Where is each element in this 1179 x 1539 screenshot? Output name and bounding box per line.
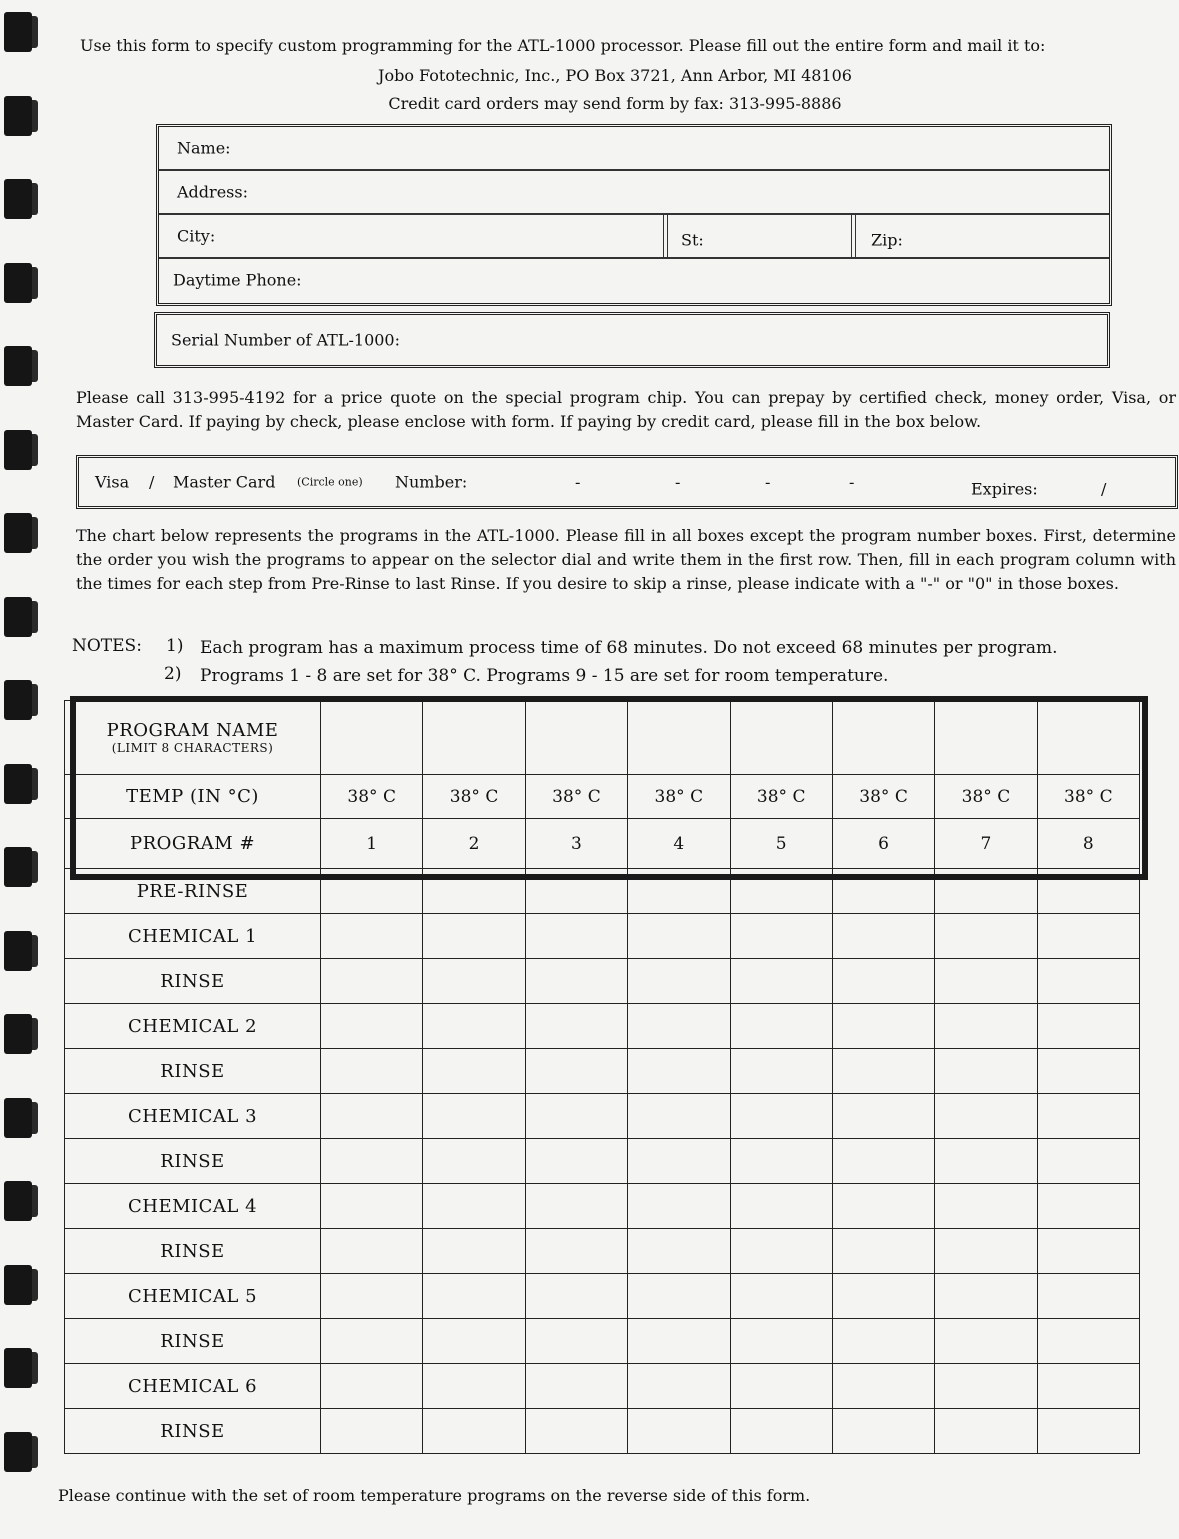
step-label: CHEMICAL 2 bbox=[65, 1004, 321, 1049]
step-time-cell[interactable] bbox=[423, 1094, 525, 1139]
step-time-cell[interactable] bbox=[1037, 1049, 1139, 1094]
step-time-cell[interactable] bbox=[628, 1094, 730, 1139]
step-time-cell[interactable] bbox=[321, 869, 423, 914]
binding-hole bbox=[4, 513, 32, 553]
step-time-cell[interactable] bbox=[935, 1094, 1037, 1139]
step-row bbox=[65, 869, 1140, 914]
step-row bbox=[65, 1139, 1140, 1184]
step-time-cell[interactable] bbox=[628, 1139, 730, 1184]
step-time-cell[interactable] bbox=[1037, 959, 1139, 1004]
city-label: City: bbox=[177, 226, 216, 246]
step-time-cell[interactable] bbox=[525, 1049, 627, 1094]
step-label: CHEMICAL 5 bbox=[65, 1274, 321, 1319]
step-time-cell[interactable] bbox=[935, 869, 1037, 914]
step-time-cell[interactable] bbox=[321, 1004, 423, 1049]
step-time-cell[interactable] bbox=[628, 1409, 730, 1454]
step-time-cell[interactable] bbox=[423, 1409, 525, 1454]
program-name-limit: (LIMIT 8 CHARACTERS) bbox=[111, 741, 274, 755]
temp-cell: 38° C bbox=[832, 775, 934, 819]
step-time-cell[interactable] bbox=[321, 1274, 423, 1319]
step-time-cell[interactable] bbox=[1037, 1004, 1139, 1049]
expires-label: Expires: bbox=[971, 479, 1038, 499]
card-number-label: Number: bbox=[395, 472, 468, 492]
step-label: RINSE bbox=[65, 1049, 321, 1094]
step-time-cell[interactable] bbox=[730, 1274, 832, 1319]
step-time-cell[interactable] bbox=[525, 1364, 627, 1409]
step-time-cell[interactable] bbox=[730, 1139, 832, 1184]
temp-row bbox=[65, 775, 1140, 819]
step-time-cell[interactable] bbox=[321, 1094, 423, 1139]
program-name-header bbox=[65, 701, 321, 775]
program-name-label: PROGRAM NAME bbox=[106, 720, 279, 741]
step-time-cell[interactable] bbox=[730, 1364, 832, 1409]
binding-hole bbox=[4, 1348, 32, 1388]
program-number-cell: 3 bbox=[525, 819, 627, 869]
step-label: CHEMICAL 6 bbox=[65, 1364, 321, 1409]
step-time-cell[interactable] bbox=[423, 1004, 525, 1049]
program-number-row bbox=[65, 819, 1140, 869]
mastercard-option[interactable]: Master Card bbox=[173, 472, 276, 492]
step-time-cell[interactable] bbox=[730, 1094, 832, 1139]
step-label: RINSE bbox=[65, 1229, 321, 1274]
binding-hole bbox=[4, 680, 32, 720]
program-name-cell[interactable] bbox=[730, 701, 832, 775]
phone-field[interactable] bbox=[159, 259, 1109, 301]
step-time-cell[interactable] bbox=[935, 1274, 1037, 1319]
step-row bbox=[65, 1364, 1140, 1409]
step-time-cell[interactable] bbox=[832, 1094, 934, 1139]
binding-hole bbox=[4, 931, 32, 971]
state-divider bbox=[851, 215, 856, 257]
step-time-cell[interactable] bbox=[1037, 1094, 1139, 1139]
step-row bbox=[65, 959, 1140, 1004]
step-row bbox=[65, 1409, 1140, 1454]
card-slash: / bbox=[149, 472, 155, 492]
card-dash-4: - bbox=[849, 472, 855, 492]
temp-cell: 38° C bbox=[1037, 775, 1139, 819]
program-name-row bbox=[65, 701, 1140, 775]
step-time-cell[interactable] bbox=[321, 1409, 423, 1454]
step-time-cell[interactable] bbox=[423, 914, 525, 959]
step-time-cell[interactable] bbox=[730, 1184, 832, 1229]
footer-note: Please continue with the set of room temperature programs on the reverse side of this form. bbox=[58, 1486, 811, 1505]
step-time-cell[interactable] bbox=[935, 1139, 1037, 1184]
step-time-cell[interactable] bbox=[321, 1049, 423, 1094]
temp-cell: 38° C bbox=[628, 775, 730, 819]
temp-cell: 38° C bbox=[321, 775, 423, 819]
contact-box bbox=[156, 124, 1112, 306]
name-label: Name: bbox=[177, 138, 231, 158]
temp-cell: 38° C bbox=[423, 775, 525, 819]
step-time-cell[interactable] bbox=[628, 1319, 730, 1364]
program-name-cell[interactable] bbox=[935, 701, 1037, 775]
step-time-cell[interactable] bbox=[628, 1364, 730, 1409]
step-time-cell[interactable] bbox=[832, 1229, 934, 1274]
step-time-cell[interactable] bbox=[935, 1049, 1037, 1094]
temp-cell: 38° C bbox=[935, 775, 1037, 819]
program-number-cell: 2 bbox=[423, 819, 525, 869]
step-time-cell[interactable] bbox=[1037, 1184, 1139, 1229]
step-time-cell[interactable] bbox=[1037, 1274, 1139, 1319]
step-time-cell[interactable] bbox=[832, 1319, 934, 1364]
step-time-cell[interactable] bbox=[730, 869, 832, 914]
step-time-cell[interactable] bbox=[1037, 1319, 1139, 1364]
step-time-cell[interactable] bbox=[730, 1409, 832, 1454]
step-time-cell[interactable] bbox=[423, 1139, 525, 1184]
phone-label: Daytime Phone: bbox=[173, 270, 302, 290]
binding-hole bbox=[4, 1014, 32, 1054]
step-time-cell[interactable] bbox=[628, 1229, 730, 1274]
step-time-cell[interactable] bbox=[935, 959, 1037, 1004]
step-time-cell[interactable] bbox=[628, 914, 730, 959]
city-divider bbox=[663, 215, 668, 257]
program-table bbox=[64, 700, 1140, 1454]
temp-cell: 38° C bbox=[525, 775, 627, 819]
step-time-cell[interactable] bbox=[525, 1409, 627, 1454]
step-time-cell[interactable] bbox=[525, 1319, 627, 1364]
step-time-cell[interactable] bbox=[525, 959, 627, 1004]
step-time-cell[interactable] bbox=[423, 1184, 525, 1229]
step-time-cell[interactable] bbox=[423, 869, 525, 914]
binding-hole bbox=[4, 1432, 32, 1472]
program-number-cell: 5 bbox=[730, 819, 832, 869]
step-time-cell[interactable] bbox=[321, 1229, 423, 1274]
credit-card-box[interactable] bbox=[76, 455, 1178, 509]
step-time-cell[interactable] bbox=[423, 1229, 525, 1274]
binding-hole bbox=[4, 847, 32, 887]
step-time-cell[interactable] bbox=[832, 1184, 934, 1229]
binding-hole bbox=[4, 12, 32, 52]
address-label: Address: bbox=[177, 182, 248, 202]
program-number-cell: 4 bbox=[628, 819, 730, 869]
serial-label: Serial Number of ATL-1000: bbox=[171, 330, 400, 350]
binding-hole bbox=[4, 597, 32, 637]
binding-hole bbox=[4, 1181, 32, 1221]
step-row bbox=[65, 1184, 1140, 1229]
step-label: RINSE bbox=[65, 1139, 321, 1184]
program-number-cell: 1 bbox=[321, 819, 423, 869]
step-time-cell[interactable] bbox=[730, 1049, 832, 1094]
step-time-cell[interactable] bbox=[1037, 914, 1139, 959]
step-time-cell[interactable] bbox=[832, 1409, 934, 1454]
expires-slash: / bbox=[1101, 479, 1107, 499]
card-dash-3: - bbox=[765, 472, 771, 492]
temp-cell: 38° C bbox=[730, 775, 832, 819]
step-row bbox=[65, 914, 1140, 959]
step-label: RINSE bbox=[65, 1319, 321, 1364]
card-dash-2: - bbox=[675, 472, 681, 492]
pricing-paragraph: Please call 313-995-4192 for a price quote on the special program chip. You can prepay by certified check, money order, Visa, or Master Card. If paying by check, please enclose with form. If paying by credit card, please fill in the box below. bbox=[76, 388, 1176, 431]
name-field[interactable] bbox=[159, 127, 1109, 171]
step-time-cell[interactable] bbox=[628, 1004, 730, 1049]
program-name-cell[interactable] bbox=[628, 701, 730, 775]
binding-hole bbox=[4, 346, 32, 386]
header-address: Jobo Fototechnic, Inc., PO Box 3721, Ann Arbor, MI 48106 bbox=[378, 66, 852, 85]
step-time-cell[interactable] bbox=[525, 1229, 627, 1274]
note-2-number: 2) bbox=[164, 664, 182, 684]
circle-one-note: (Circle one) bbox=[297, 475, 363, 489]
step-time-cell[interactable] bbox=[832, 869, 934, 914]
step-time-cell[interactable] bbox=[935, 914, 1037, 959]
step-time-cell[interactable] bbox=[525, 1094, 627, 1139]
step-time-cell[interactable] bbox=[628, 1049, 730, 1094]
step-time-cell[interactable] bbox=[1037, 1229, 1139, 1274]
step-time-cell[interactable] bbox=[935, 1319, 1037, 1364]
step-time-cell[interactable] bbox=[1037, 869, 1139, 914]
step-time-cell[interactable] bbox=[628, 959, 730, 1004]
binding-hole bbox=[4, 179, 32, 219]
step-time-cell[interactable] bbox=[730, 914, 832, 959]
step-row bbox=[65, 1094, 1140, 1139]
step-time-cell[interactable] bbox=[525, 1139, 627, 1184]
step-time-cell[interactable] bbox=[525, 914, 627, 959]
step-time-cell[interactable] bbox=[935, 1004, 1037, 1049]
notes-label: NOTES: bbox=[72, 636, 142, 656]
step-time-cell[interactable] bbox=[321, 914, 423, 959]
step-time-cell[interactable] bbox=[730, 1319, 832, 1364]
step-time-cell[interactable] bbox=[423, 1274, 525, 1319]
step-time-cell[interactable] bbox=[628, 869, 730, 914]
header-line-1: Use this form to specify custom programming for the ATL-1000 processor. Please fill out the entire form and mail it to: bbox=[80, 36, 1046, 55]
step-time-cell[interactable] bbox=[832, 959, 934, 1004]
step-row bbox=[65, 1049, 1140, 1094]
step-label: CHEMICAL 4 bbox=[65, 1184, 321, 1229]
step-label: RINSE bbox=[65, 1409, 321, 1454]
step-time-cell[interactable] bbox=[730, 959, 832, 1004]
step-time-cell[interactable] bbox=[935, 1184, 1037, 1229]
binding-hole bbox=[4, 1098, 32, 1138]
step-time-cell[interactable] bbox=[832, 1139, 934, 1184]
program-number-cell: 6 bbox=[832, 819, 934, 869]
step-time-cell[interactable] bbox=[525, 1184, 627, 1229]
step-time-cell[interactable] bbox=[832, 1274, 934, 1319]
step-time-cell[interactable] bbox=[321, 1184, 423, 1229]
serial-box[interactable] bbox=[154, 312, 1110, 368]
step-row bbox=[65, 1274, 1140, 1319]
step-time-cell[interactable] bbox=[935, 1409, 1037, 1454]
binding-hole bbox=[4, 1265, 32, 1305]
instructions-paragraph: The chart below represents the programs in the ATL-1000. Please fill in all boxes except the program number boxes. First, determine the order you wish the programs to appear on the selector dial and write them in the first row. Then, fill in each program column with the times for each step from Pre-Rinse to last Rinse. If you desire to skip a rinse, please indicate with a "-" or "0" in those boxes. bbox=[76, 526, 1176, 593]
program-name-cell[interactable] bbox=[321, 701, 423, 775]
step-time-cell[interactable] bbox=[1037, 1409, 1139, 1454]
step-time-cell[interactable] bbox=[525, 1274, 627, 1319]
card-dash-1: - bbox=[575, 472, 581, 492]
note-1: Each program has a maximum process time of 68 minutes. Do not exceed 68 minutes per program. bbox=[200, 638, 1058, 658]
step-time-cell[interactable] bbox=[628, 1274, 730, 1319]
step-row bbox=[65, 1319, 1140, 1364]
address-field[interactable] bbox=[159, 171, 1109, 215]
step-time-cell[interactable] bbox=[321, 1364, 423, 1409]
note-1-number: 1) bbox=[166, 636, 184, 656]
program-name-cell[interactable] bbox=[423, 701, 525, 775]
binding-hole bbox=[4, 764, 32, 804]
step-time-cell[interactable] bbox=[423, 1319, 525, 1364]
note-2: Programs 1 - 8 are set for 38° C. Programs 9 - 15 are set for room temperature. bbox=[200, 666, 889, 686]
step-row bbox=[65, 1004, 1140, 1049]
step-time-cell[interactable] bbox=[423, 1364, 525, 1409]
program-name-cell[interactable] bbox=[525, 701, 627, 775]
binding-hole bbox=[4, 430, 32, 470]
step-time-cell[interactable] bbox=[832, 1364, 934, 1409]
step-time-cell[interactable] bbox=[321, 1319, 423, 1364]
step-label: PRE-RINSE bbox=[65, 869, 321, 914]
step-time-cell[interactable] bbox=[935, 1364, 1037, 1409]
step-time-cell[interactable] bbox=[730, 1004, 832, 1049]
step-row bbox=[65, 1229, 1140, 1274]
step-label: CHEMICAL 1 bbox=[65, 914, 321, 959]
step-time-cell[interactable] bbox=[321, 1139, 423, 1184]
step-time-cell[interactable] bbox=[423, 1049, 525, 1094]
step-time-cell[interactable] bbox=[525, 869, 627, 914]
step-label: RINSE bbox=[65, 959, 321, 1004]
step-time-cell[interactable] bbox=[832, 1049, 934, 1094]
state-label: St: bbox=[681, 230, 704, 250]
city-state-zip-row bbox=[159, 215, 1109, 259]
visa-option[interactable]: Visa bbox=[95, 472, 130, 492]
zip-label: Zip: bbox=[871, 230, 903, 250]
step-time-cell[interactable] bbox=[1037, 1139, 1139, 1184]
program-number-label: PROGRAM # bbox=[65, 819, 321, 869]
program-number-cell: 7 bbox=[935, 819, 1037, 869]
program-name-cell[interactable] bbox=[832, 701, 934, 775]
binding-holes bbox=[0, 0, 40, 1539]
step-time-cell[interactable] bbox=[525, 1004, 627, 1049]
temp-label: TEMP (IN °C) bbox=[65, 775, 321, 819]
step-time-cell[interactable] bbox=[730, 1229, 832, 1274]
step-time-cell[interactable] bbox=[628, 1184, 730, 1229]
step-time-cell[interactable] bbox=[1037, 1364, 1139, 1409]
binding-hole bbox=[4, 96, 32, 136]
step-time-cell[interactable] bbox=[321, 959, 423, 1004]
step-time-cell[interactable] bbox=[423, 959, 525, 1004]
step-time-cell[interactable] bbox=[935, 1229, 1037, 1274]
program-number-cell: 8 bbox=[1037, 819, 1139, 869]
binding-hole bbox=[4, 263, 32, 303]
header-fax: Credit card orders may send form by fax: 313-995-8886 bbox=[388, 94, 842, 113]
step-time-cell[interactable] bbox=[832, 1004, 934, 1049]
step-label: CHEMICAL 3 bbox=[65, 1094, 321, 1139]
step-time-cell[interactable] bbox=[832, 914, 934, 959]
program-name-cell[interactable] bbox=[1037, 701, 1139, 775]
